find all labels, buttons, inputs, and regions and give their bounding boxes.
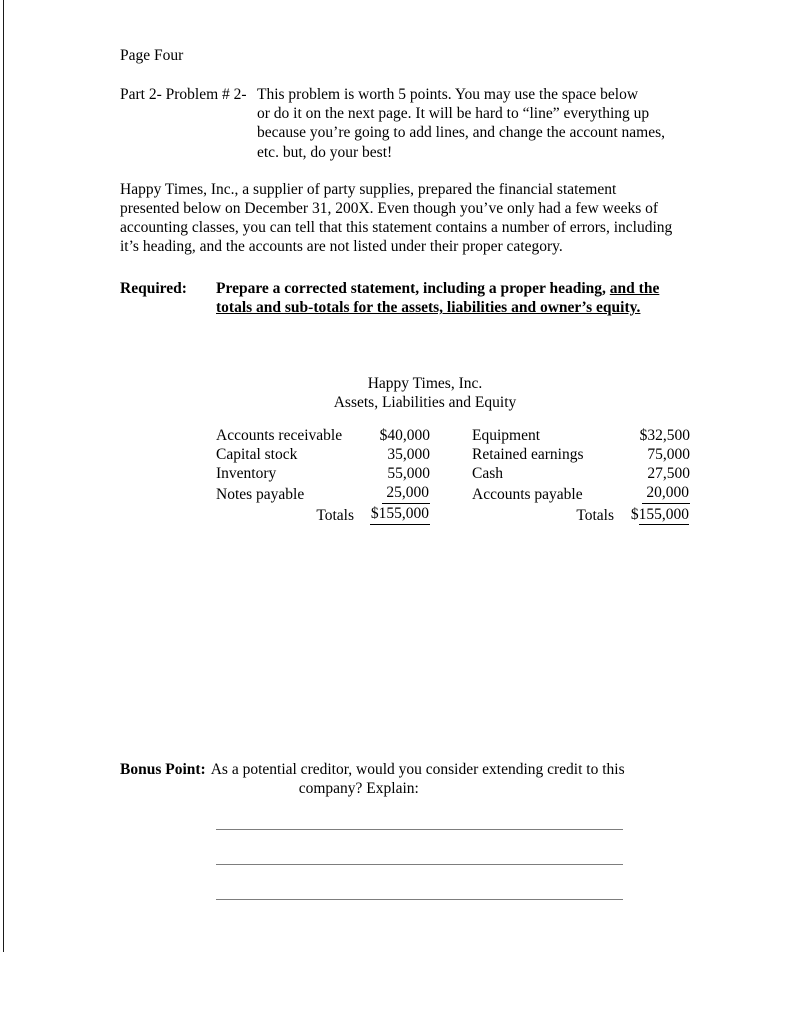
- scan-edge-artifact: [3, 0, 4, 952]
- grand-total-right: [630, 505, 690, 525]
- problem-body: [257, 85, 700, 162]
- account-amount-left: $40,000: [379, 427, 430, 445]
- scenario-line-3: accounting classes, you can tell that this statement contains a number of errors, including: [120, 219, 673, 237]
- totals-label-right: Totals: [576, 507, 614, 525]
- problem-line-3: because you’re going to add lines, and change the account names,: [257, 124, 666, 142]
- account-label-right: Equipment: [472, 427, 541, 445]
- statement-title: Assets, Liabilities and Equity: [333, 394, 517, 412]
- bonus-point-section: [120, 760, 700, 798]
- amount-with-subtotal-rule: 20,000: [642, 483, 690, 504]
- account-label-right: Retained earnings: [472, 446, 584, 464]
- totals-amount-left: [354, 504, 430, 525]
- document-content: [120, 46, 700, 525]
- scenario-line-4: it’s heading, and the accounts are not listed under their proper category.: [120, 238, 563, 256]
- required-body: [216, 279, 700, 318]
- problem-line-4: etc. but, do your best!: [257, 143, 393, 161]
- bonus-point-label: Bonus Point:: [120, 761, 206, 778]
- required-line-1-underlined: and the: [609, 279, 660, 297]
- statement-heading: [120, 374, 700, 412]
- totals-amount-right: [614, 504, 690, 525]
- required-line-2: [216, 298, 700, 318]
- table-row-totals: [216, 504, 690, 525]
- totals-label-left: Totals: [316, 507, 354, 525]
- column-spacer: [430, 504, 472, 525]
- problem-section: [120, 85, 700, 162]
- table-row: [216, 426, 690, 445]
- currency-symbol: $: [370, 505, 379, 523]
- account-label-left: Notes payable: [216, 486, 305, 504]
- account-amount-right: 27,500: [647, 465, 690, 483]
- statement-table: [216, 426, 690, 525]
- required-line-1: [216, 279, 700, 299]
- problem-line-2: or do it on the next page. It will be hard to “line” everything up: [257, 105, 650, 123]
- problem-label: Part 2- Problem # 2-: [120, 86, 247, 103]
- grand-total-left-number: 155,000: [378, 505, 429, 523]
- column-spacer: [430, 464, 472, 483]
- bonus-line-2: company? Explain:: [298, 780, 419, 798]
- account-label-left: Accounts receivable: [216, 427, 343, 445]
- required-line-2-underlined: totals and sub-totals for the assets, liabilities and owner’s equity.: [216, 299, 641, 317]
- page-label: Page Four: [120, 47, 184, 64]
- scenario-line-1: Happy Times, Inc., a supplier of party supplies, prepared the financial statement: [120, 180, 617, 198]
- answer-line[interactable]: [216, 899, 623, 900]
- problem-line-1: This problem is worth 5 points. You may use the space below: [257, 86, 639, 103]
- column-spacer: [430, 445, 472, 464]
- account-label-left: Capital stock: [216, 446, 298, 464]
- table-row: [216, 445, 690, 464]
- column-spacer: [430, 426, 472, 445]
- bonus-line-1: As a potential creditor, would you consider extending credit to this: [210, 761, 625, 778]
- account-amount-left: 35,000: [387, 446, 430, 464]
- account-label-left: Inventory: [216, 465, 277, 483]
- scenario-paragraph: [120, 180, 700, 257]
- amount-with-subtotal-rule: 25,000: [382, 483, 430, 504]
- account-amount-right: 75,000: [647, 446, 690, 464]
- account-amount-right: $32,500: [639, 427, 690, 445]
- financial-statement: [120, 374, 700, 525]
- currency-symbol: $: [630, 506, 639, 524]
- table-row: [216, 464, 690, 483]
- statement-company-name: Happy Times, Inc.: [367, 374, 483, 392]
- grand-total-right-number: 155,000: [638, 506, 689, 524]
- account-amount-right-ruled: [614, 483, 690, 504]
- grand-total-left: [370, 504, 430, 525]
- answer-line[interactable]: [216, 829, 623, 830]
- column-spacer: [430, 483, 472, 504]
- answer-line[interactable]: [216, 864, 623, 865]
- scenario-line-2: presented below on December 31, 200X. Even though you’ve only had a few weeks of: [120, 200, 659, 218]
- required-section: [120, 279, 700, 318]
- account-amount-left: 55,000: [387, 465, 430, 483]
- account-label-right: Cash: [472, 465, 503, 483]
- answer-lines: [216, 829, 623, 934]
- required-line-1-plain: Prepare a corrected statement, including a proper heading,: [216, 279, 610, 297]
- required-label: Required:: [120, 279, 187, 297]
- account-label-right: Accounts payable: [472, 486, 583, 504]
- bonus-point-body: [211, 760, 700, 798]
- table-row-subtotal-rule: [216, 483, 690, 504]
- account-amount-left-ruled: [354, 483, 430, 504]
